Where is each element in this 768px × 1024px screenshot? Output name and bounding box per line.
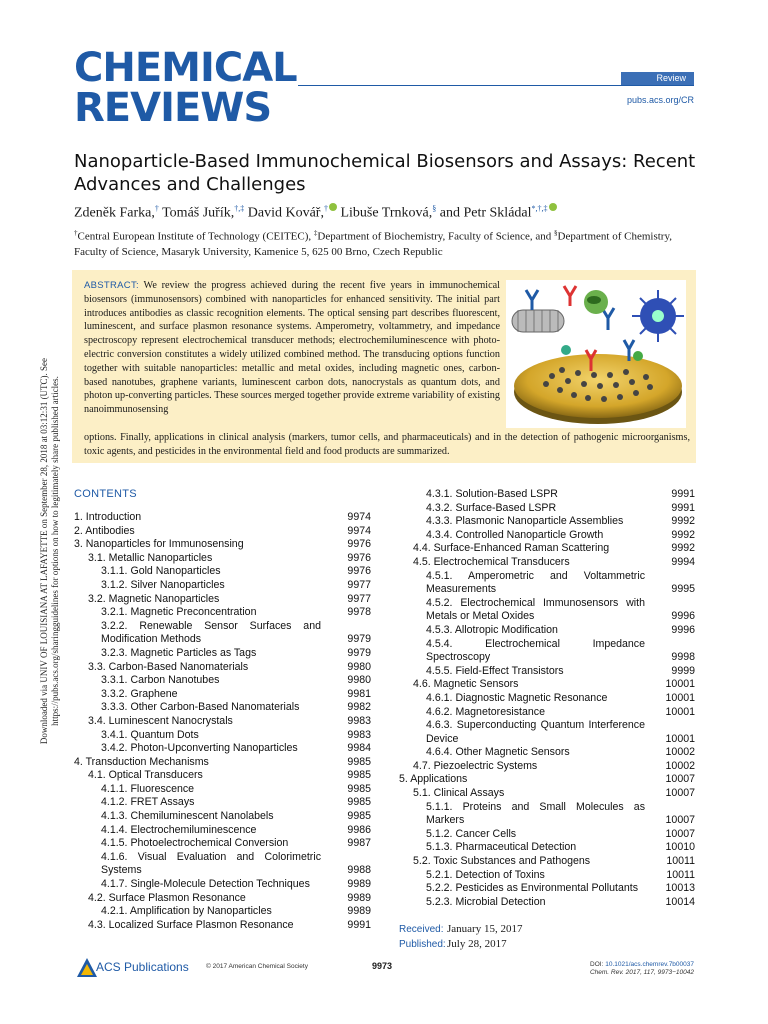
toc-entry-title[interactable]: 3. Nanoparticles for Immunosensing — [74, 538, 244, 551]
toc-entry-page: 9978 — [347, 606, 371, 619]
toc-entry[interactable] — [399, 542, 695, 556]
toc-entry[interactable] — [399, 529, 695, 543]
orcid-icon[interactable] — [329, 203, 337, 211]
author-name[interactable]: Zdeněk Farka, — [74, 205, 155, 221]
toc-entry[interactable] — [74, 525, 371, 539]
affiliation-1: Central European Institute of Technology (CEITEC), — [77, 230, 312, 243]
toc-entry-title[interactable]: 5.1.3. Pharmaceutical Detection — [426, 841, 577, 854]
toc-graphic-image — [506, 280, 686, 428]
toc-entry-title[interactable]: 4.3.4. Controlled Nanoparticle Growth — [426, 528, 604, 541]
toc-entry-page: 9980 — [347, 674, 371, 687]
toc-entry-title[interactable]: 1. Introduction — [74, 511, 142, 523]
toc-entry-title[interactable]: 4.3.2. Surface-Based LSPR — [426, 501, 557, 514]
toc-entry-page: 10002 — [665, 759, 695, 772]
toc-entry[interactable] — [399, 801, 695, 828]
toc-entry[interactable] — [74, 715, 371, 729]
toc-entry-title[interactable]: 2. Antibodies — [74, 524, 135, 537]
toc-entry-page: 9984 — [347, 742, 371, 755]
author-affil-mark: *,†,‡ — [531, 204, 548, 213]
toc-entry[interactable] — [399, 515, 695, 529]
author-affil-mark: † — [154, 204, 159, 213]
received-label: Received: — [399, 924, 444, 935]
toc-entry-page: 9985 — [347, 782, 371, 795]
contents-heading: CONTENTS — [74, 488, 137, 500]
toc-entry[interactable] — [74, 579, 371, 593]
affil-mark: † — [74, 229, 78, 237]
header-rule — [298, 85, 694, 86]
toc-entry[interactable] — [399, 773, 695, 787]
toc-entry-page: 9992 — [671, 542, 695, 555]
toc-entry[interactable] — [399, 597, 695, 624]
toc-entry[interactable] — [74, 552, 371, 566]
toc-entry-title[interactable]: 5.2. Toxic Substances and Pathogens — [413, 855, 591, 868]
toc-entry-title[interactable]: 5.2.2. Pesticides as Environmental Pollutants — [426, 882, 638, 895]
toc-entry-page: 9992 — [671, 528, 695, 541]
toc-entry-title[interactable]: 4.6.3. Superconducting Quantum Interference Device — [426, 719, 645, 745]
toc-entry[interactable] — [74, 919, 371, 933]
toc-entry[interactable] — [74, 905, 371, 919]
doi-link[interactable]: 10.1021/acs.chemrev.7b00037 — [605, 961, 694, 968]
affil-mark: § — [554, 229, 558, 237]
author-affil-mark: †,‡ — [234, 204, 245, 213]
toc-entry[interactable] — [399, 665, 695, 679]
toc-entry-title[interactable]: 3.1.1. Gold Nanoparticles — [101, 565, 221, 578]
toc-entry-page: 9996 — [671, 610, 695, 623]
toc-entry-page: 10001 — [665, 732, 695, 745]
toc-entry[interactable] — [74, 674, 371, 688]
toc-entry-title[interactable]: 3.2.2. Renewable Sensor Surfaces and Modification Methods — [101, 619, 321, 646]
toc-entry-page: 10014 — [665, 895, 695, 908]
citation: Chem. Rev. 2017, 117, 9973−10042 — [589, 969, 694, 976]
toc-entry[interactable] — [74, 538, 371, 552]
toc-entry[interactable] — [74, 606, 371, 620]
toc-entry-title[interactable]: 4.1.3. Chemiluminescent Nanolabels — [101, 810, 274, 823]
toc-entry-page: 10011 — [666, 855, 695, 868]
toc-entry-title[interactable]: 4.5.3. Allotropic Modification — [426, 623, 558, 636]
toc-entry-title[interactable]: 3.2.3. Magnetic Particles as Tags — [101, 646, 257, 659]
article-type-badge: Review — [621, 72, 694, 85]
toc-entry-page: 9979 — [347, 646, 371, 659]
toc-entry-title[interactable]: 5.1.2. Cancer Cells — [426, 827, 517, 840]
toc-entry-page: 10007 — [665, 787, 695, 800]
toc-entry-title[interactable]: 4.6.1. Diagnostic Magnetic Resonance — [426, 691, 608, 704]
toc-entry-title[interactable]: 4.1. Optical Transducers — [88, 769, 203, 782]
toc-entry[interactable] — [74, 742, 371, 756]
toc-entry[interactable] — [74, 620, 371, 647]
toc-entry-title[interactable]: 4.3.1. Solution-Based LSPR — [426, 488, 558, 500]
toc-entry-title[interactable]: 4.2.1. Amplification by Nanoparticles — [101, 905, 272, 918]
toc-entry[interactable] — [399, 746, 695, 760]
toc-entry[interactable] — [399, 678, 695, 692]
toc-entry-page: 9983 — [347, 714, 371, 727]
toc-entry-page: 9976 — [347, 538, 371, 551]
toc-entry-page: 9981 — [347, 687, 371, 700]
toc-entry-page: 10001 — [665, 705, 695, 718]
toc-entry[interactable] — [399, 624, 695, 638]
toc-entry-title[interactable]: 5.2.1. Detection of Toxins — [426, 868, 545, 881]
toc-entry[interactable] — [74, 729, 371, 743]
toc-entry-title[interactable]: 3.3. Carbon-Based Nanomaterials — [88, 660, 249, 673]
journal-name-line1: CHEMICAL — [74, 45, 297, 91]
toc-entry-title[interactable]: 4.1.6. Visual Evaluation and Colorimetric Systems — [101, 850, 321, 877]
toc-entry-page: 9983 — [347, 728, 371, 741]
toc-entry-title[interactable]: 3.4. Luminescent Nanocrystals — [88, 714, 233, 727]
toc-entry[interactable] — [399, 869, 695, 883]
toc-entry[interactable] — [74, 837, 371, 851]
toc-entry[interactable] — [399, 828, 695, 842]
doi-block — [540, 961, 694, 977]
author-name[interactable]: Libuše Trnková, — [340, 205, 433, 221]
toc-entry[interactable] — [399, 706, 695, 720]
toc-entry-page: 9987 — [347, 837, 371, 850]
toc-entry-page: 9986 — [347, 823, 371, 836]
toc-entry-title[interactable]: 5.1. Clinical Assays — [413, 787, 505, 800]
toc-entry[interactable] — [74, 783, 371, 797]
toc-entry[interactable] — [74, 647, 371, 661]
acs-logo-icon — [76, 957, 98, 979]
toc-entry[interactable] — [399, 719, 695, 746]
toc-entry[interactable] — [74, 769, 371, 783]
author-affil-mark: § — [432, 204, 437, 213]
toc-entry-title[interactable]: 3.1.2. Silver Nanoparticles — [101, 578, 225, 591]
toc-entry-title[interactable]: 4.4. Surface-Enhanced Raman Scattering — [413, 542, 610, 555]
toc-entry[interactable] — [399, 692, 695, 706]
toc-entry-title[interactable]: 3.1. Metallic Nanoparticles — [88, 551, 213, 564]
toc-entry-page: 9991 — [347, 918, 371, 931]
copyright: © 2017 American Chemical Society — [206, 963, 308, 970]
toc-entry-title[interactable]: 4.5.1. Amperometric and Voltammetric Measurements — [426, 569, 645, 596]
toc-entry[interactable] — [74, 701, 371, 715]
toc-entry-page: 9974 — [347, 524, 371, 537]
toc-entry-page: 9977 — [347, 578, 371, 591]
toc-entry-title[interactable]: 4.1.7. Single-Molecule Detection Techniques — [101, 878, 310, 891]
toc-entry[interactable] — [399, 882, 695, 896]
toc-entry-title[interactable]: 3.4.2. Photon-Upconverting Nanoparticles — [101, 742, 298, 755]
received-date: January 15, 2017 — [447, 923, 523, 935]
toc-entry-page: 9989 — [347, 878, 371, 891]
toc-entry-title[interactable]: 4.5.5. Field-Effect Transistors — [426, 664, 564, 677]
toc-entry[interactable] — [74, 511, 371, 525]
abstract-body — [84, 279, 500, 417]
toc-entry[interactable] — [74, 810, 371, 824]
author-name[interactable]: David Kovář, — [247, 205, 324, 221]
toc-entry-page: 9996 — [671, 623, 695, 636]
toc-entry-page: 10010 — [665, 841, 695, 854]
toc-entry-title[interactable]: 4.7. Piezoelectric Systems — [413, 759, 538, 772]
author-list — [74, 200, 714, 223]
publisher-name: ACS Publications — [96, 960, 189, 974]
toc-entry-title[interactable]: 5. Applications — [399, 773, 468, 786]
article-title: Nanoparticle-Based Immunochemical Biosensors and Assays: Recent Advances and Challenges — [74, 151, 696, 195]
toc-entry-title[interactable]: 4.3.3. Plasmonic Nanoparticle Assemblies — [426, 515, 624, 528]
toc-entry-page: 10007 — [665, 827, 695, 840]
toc-entry[interactable] — [74, 892, 371, 906]
toc-entry[interactable] — [399, 502, 695, 516]
download-side-note: Downloaded via UNIV OF LOUISIANA AT LAFAYETTE on September 28, 2018 at 03:12:31 (UTC). See https://pubs.acs.org/sharingguidelines for options on how to legitimately share published articles. — [39, 357, 60, 745]
toc-entry-title[interactable]: 4.6.4. Other Magnetic Sensors — [426, 746, 570, 759]
toc-entry-page: 10013 — [665, 882, 695, 895]
toc-entry-page: 9974 — [347, 511, 371, 523]
toc-entry-page: 10002 — [665, 746, 695, 759]
toc-entry-title[interactable]: 3.3.3. Other Carbon-Based Nanomaterials — [101, 701, 300, 714]
toc-entry[interactable] — [399, 841, 695, 855]
toc-entry-title[interactable]: 3.3.1. Carbon Nanotubes — [101, 674, 220, 687]
toc-entry-page: 9992 — [671, 515, 695, 528]
toc-entry-page: 9999 — [671, 664, 695, 677]
toc-entry-page: 10001 — [665, 678, 695, 691]
toc-entry[interactable] — [399, 787, 695, 801]
abstract-label: ABSTRACT: — [84, 280, 139, 291]
toc-entry-title[interactable]: 4. Transduction Mechanisms — [74, 755, 209, 768]
toc-entry[interactable] — [74, 593, 371, 607]
toc-entry-page: 9994 — [671, 555, 695, 568]
toc-entry-page: 9985 — [347, 796, 371, 809]
toc-entry[interactable] — [399, 896, 695, 910]
toc-entry[interactable] — [399, 855, 695, 869]
toc-left-column — [74, 511, 371, 932]
toc-entry-title[interactable]: 4.1.2. FRET Assays — [101, 796, 195, 809]
toc-entry-page: 10007 — [665, 773, 695, 786]
toc-entry-title[interactable]: 3.3.2. Graphene — [101, 687, 178, 700]
affiliation-3: Department of Chemistry, Faculty of Science, Masaryk University, Kamenice 5, 625 00 Brno, Czech Republic — [74, 230, 672, 258]
toc-entry-page: 9989 — [347, 905, 371, 918]
toc-entry[interactable] — [74, 796, 371, 810]
toc-entry-page: 9982 — [347, 701, 371, 714]
abstract-tail: options. Finally, applications in clinical analysis (markers, tumor cells, and pharmaceuticals) and in the detection of pathogenic microorganisms, toxic agents, and pesticides in the environmental field and food products are summarized. — [84, 432, 690, 457]
toc-entry-title[interactable]: 4.1.1. Fluorescence — [101, 782, 195, 795]
toc-entry-title[interactable]: 4.2. Surface Plasmon Resonance — [88, 891, 246, 904]
toc-entry-title[interactable]: 4.1.5. Photoelectrochemical Conversion — [101, 837, 289, 850]
toc-entry-title[interactable]: 5.2.3. Microbial Detection — [426, 895, 546, 908]
toc-entry-title[interactable]: 3.2.1. Magnetic Preconcentration — [101, 606, 257, 619]
toc-entry-page: 9979 — [347, 633, 371, 646]
toc-entry[interactable] — [74, 565, 371, 579]
doi-label: DOI: — [590, 961, 604, 968]
toc-right-column — [399, 488, 695, 909]
toc-entry[interactable] — [399, 488, 695, 502]
toc-entry-page: 9976 — [347, 565, 371, 578]
toc-entry-page: 9989 — [347, 891, 371, 904]
toc-entry-page: 9980 — [347, 660, 371, 673]
journal-name-line2: REVIEWS — [74, 85, 272, 131]
toc-entry-page: 9991 — [671, 488, 695, 500]
author-affil-mark: † — [323, 204, 328, 213]
toc-entry-page: 9985 — [347, 810, 371, 823]
author-name[interactable]: and Petr Skládal — [439, 205, 532, 221]
toc-entry[interactable] — [399, 570, 695, 597]
toc-entry-title[interactable]: 3.2. Magnetic Nanoparticles — [88, 592, 220, 605]
toc-entry-title[interactable]: 4.5.2. Electrochemical Immunosensors with Metals or Metal Oxides — [426, 596, 645, 623]
journal-url-link[interactable]: pubs.acs.org/CR — [626, 95, 694, 105]
abstract-text: We review the progress achieved during the recent five years in immunochemical biosensors (immunosensors) combined with nanoparticles for enhanced sensitivity. The initial part introduces antibodies as classic recognition elements. The optical sensing part describes fluorescent, luminescent, and surface plasmon resonance systems. Amperometry, voltammetry, and impedance spectroscopy represent electrochemical transducer methods; electrochemiluminescence with photo-electric conversion constitutes a widely utilized combined method. The transducing options function together with suitable nanoparticles: metallic and metal oxides, including magnetic ones, carbon-based nanotubes, graphene variants, luminescent carbon dots, nanocrystals as quantum dots, and photon up-converting particles. These sources merged together provide extreme variability of existing nanoimmunosensing — [84, 280, 500, 416]
toc-entry-page: 9998 — [671, 651, 695, 664]
toc-entry-page: 9991 — [671, 501, 695, 514]
toc-entry-page: 9988 — [347, 864, 371, 877]
toc-entry-page: 10011 — [666, 868, 695, 881]
author-name[interactable]: Tomáš Juřík, — [162, 205, 235, 221]
toc-entry-page: 9985 — [347, 755, 371, 768]
toc-entry-title[interactable]: 5.1.1. Proteins and Small Molecules as Markers — [426, 800, 645, 827]
toc-entry-page: 9977 — [347, 592, 371, 605]
affiliation-2: Department of Biochemistry, Faculty of Science, and — [317, 230, 552, 243]
toc-entry-title[interactable]: 4.3. Localized Surface Plasmon Resonance — [88, 918, 294, 931]
toc-entry-page: 10007 — [665, 814, 695, 827]
toc-entry-title[interactable]: 4.5. Electrochemical Transducers — [413, 555, 570, 568]
affiliations — [74, 226, 704, 260]
toc-entry-page: 10001 — [665, 691, 695, 704]
toc-entry[interactable] — [74, 688, 371, 702]
toc-entry-page: 9995 — [671, 583, 695, 596]
toc-entry-title[interactable]: 4.1.4. Electrochemiluminescence — [101, 823, 257, 836]
toc-entry-page: 9976 — [347, 551, 371, 564]
toc-entry-title[interactable]: 4.6.2. Magnetoresistance — [426, 705, 545, 718]
toc-entry[interactable] — [399, 556, 695, 570]
toc-entry[interactable] — [74, 756, 371, 770]
article-dates — [399, 922, 522, 952]
orcid-icon[interactable] — [549, 203, 557, 211]
toc-entry-title[interactable]: 4.5.4. Electrochemical Impedance Spectroscopy — [426, 637, 645, 664]
toc-entry[interactable] — [399, 760, 695, 774]
toc-entry[interactable] — [399, 638, 695, 665]
journal-logo — [74, 45, 304, 131]
toc-entry[interactable] — [74, 661, 371, 675]
affil-mark: ‡ — [313, 229, 318, 237]
toc-entry-page: 9985 — [347, 769, 371, 782]
toc-entry[interactable] — [74, 878, 371, 892]
toc-entry[interactable] — [74, 824, 371, 838]
published-date: July 28, 2017 — [447, 938, 507, 950]
published-label: Published: — [399, 939, 446, 950]
toc-entry-title[interactable]: 4.6. Magnetic Sensors — [413, 678, 519, 691]
toc-entry[interactable] — [74, 851, 371, 878]
toc-entry-title[interactable]: 3.4.1. Quantum Dots — [101, 728, 199, 741]
page-number: 9973 — [372, 961, 393, 971]
